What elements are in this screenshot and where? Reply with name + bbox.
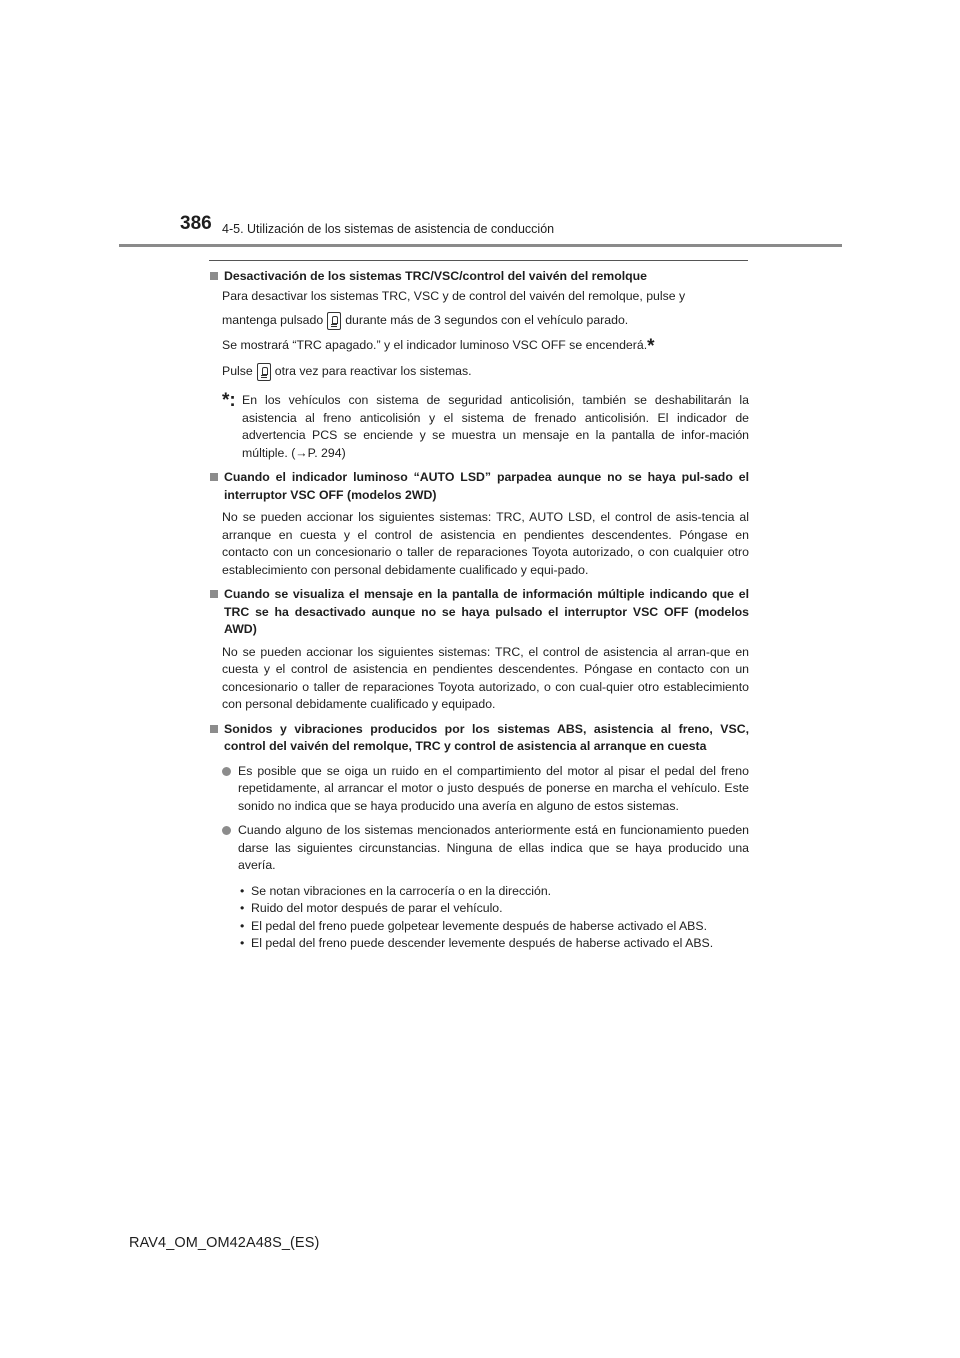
sub-item-text: Ruido del motor después de parar el vehículo. [251,901,503,915]
body-text: Se mostrará “TRC apagado.” y el indicador luminoso VSC OFF se encenderá. [222,338,648,352]
section-trc-message [209,586,749,714]
heading-text: Cuando se visualiza el mensaje en la pantalla de información múltiple indicando que el TRC se ha desactivado aunque no se haya pulsado el interruptor VSC OFF (modelos AWD) [224,587,749,636]
section-body: No se pueden accionar los siguientes sistemas: TRC, AUTO LSD, el control de asis-tencia al arranque en cuesta y el control de asistencia en pendientes descendentes. Póngase en contacto con un concesionario o taller de reparaciones Toyota autorizado, o con cualquier otro establecimiento con personal debidamente cualificado y equi-pado. [222,510,749,577]
sub-list [240,883,749,953]
header-rule [119,244,842,247]
body-line [222,305,749,335]
sub-list-item [240,918,749,936]
sub-list-item [240,935,749,953]
body-text: Pulse [222,364,253,378]
bullet-text: Cuando alguno de los sistemas mencionados anteriormente está en funcionamiento pueden darse las siguientes circunstancias. Ninguna de ellas indica que se haya producido una avería. [238,823,749,872]
body-text: otra vez para reactivar los sistemas. [274,364,472,378]
circle-bullet-icon [222,826,231,835]
heading-text: Sonidos y vibraciones producidos por los sistemas ABS, asistencia al freno, VSC, control del vaivén del remolque, TRC y control de asistencia al arranque en cuesta [224,721,749,753]
bullet-text: Es posible que se oiga un ruido en el compartimiento del motor al pisar el pedal del freno repetidamente, al arrancar el motor o justo después de ponerse en marcha el vehículo. Este sonido no indica que se haya producido una avería en alguno de estos sistemas. [238,763,749,813]
section-heading [209,469,749,504]
footer-code: RAV4_OM_OM42A48S_(ES) [129,1235,320,1251]
body-text: durante más de 3 segundos con el vehículo parado. [345,313,629,327]
footnote-mark: *: [222,390,236,411]
section-heading [209,586,749,639]
main-content [209,268,749,953]
section-body [222,288,749,387]
header-title: 4-5. Utilización de los sistemas de asistencia de conducción [222,222,555,236]
section-heading [209,268,749,286]
body-line [222,337,749,356]
small-dot-icon: • [240,901,245,915]
small-dot-icon: • [240,918,245,933]
asterisk-mark: * [647,336,655,357]
small-dot-icon: • [240,936,245,950]
heading-text: Desactivación de los sistemas TRC/VSC/control del vaivén del remolque [224,269,648,283]
sub-item-text: El pedal del freno puede golpetear levemente después de haberse activado el ABS. [251,918,707,933]
section-deactivation [209,268,749,462]
body-line: Para desactivar los sistemas TRC, VSC y de control del vaivén del remolque, pulse y [222,288,686,303]
body-line [222,356,749,386]
sub-list-item [240,883,749,901]
square-bullet-icon [210,272,218,280]
vsc-off-switch-icon [327,312,341,330]
section-heading [209,721,749,756]
circle-bullet-icon [222,767,231,776]
small-dot-icon: • [240,883,245,898]
section-sounds-vibrations [209,721,749,953]
heading-text: Cuando el indicador luminoso “AUTO LSD” parpadea aunque no se haya pul-sado el interruptor VSC OFF (modelos 2WD) [224,470,749,502]
footnote-text: En los vehículos con sistema de seguridad anticolisión, también se deshabilitarán la asistencia al freno anticolisión y el sistema de frenado anticolisión. El indicador de advertencia PCS se enciende y se muestra un mensaje en la pantalla de infor-mación múltiple. (→P. 294) [242,393,749,460]
section-rule [209,260,748,261]
footnote [222,392,749,462]
page-number: 386 [180,213,212,234]
sub-item-text: Se notan vibraciones en la carrocería o en la dirección. [251,883,552,898]
section-body: No se pueden accionar los siguientes sistemas: TRC, el control de asistencia al arran-que en cuesta y el control de asistencia en pendientes descendentes. Póngase en contacto con un concesionario o taller de reparaciones Toyota autorizado, o con cual-quier otro establecimiento con personal debidamente cualificado y equipado. [222,644,749,711]
vsc-off-switch-icon [257,363,271,381]
body-text: mantenga pulsado [222,313,324,327]
section-auto-lsd [209,469,749,579]
square-bullet-icon [210,473,218,481]
list-item [222,822,749,875]
sub-item-text: El pedal del freno puede descender levemente después de haberse activado el ABS. [251,936,714,950]
sub-list-item [240,900,749,918]
square-bullet-icon [210,725,218,733]
list-item [222,763,749,816]
square-bullet-icon [210,590,218,598]
